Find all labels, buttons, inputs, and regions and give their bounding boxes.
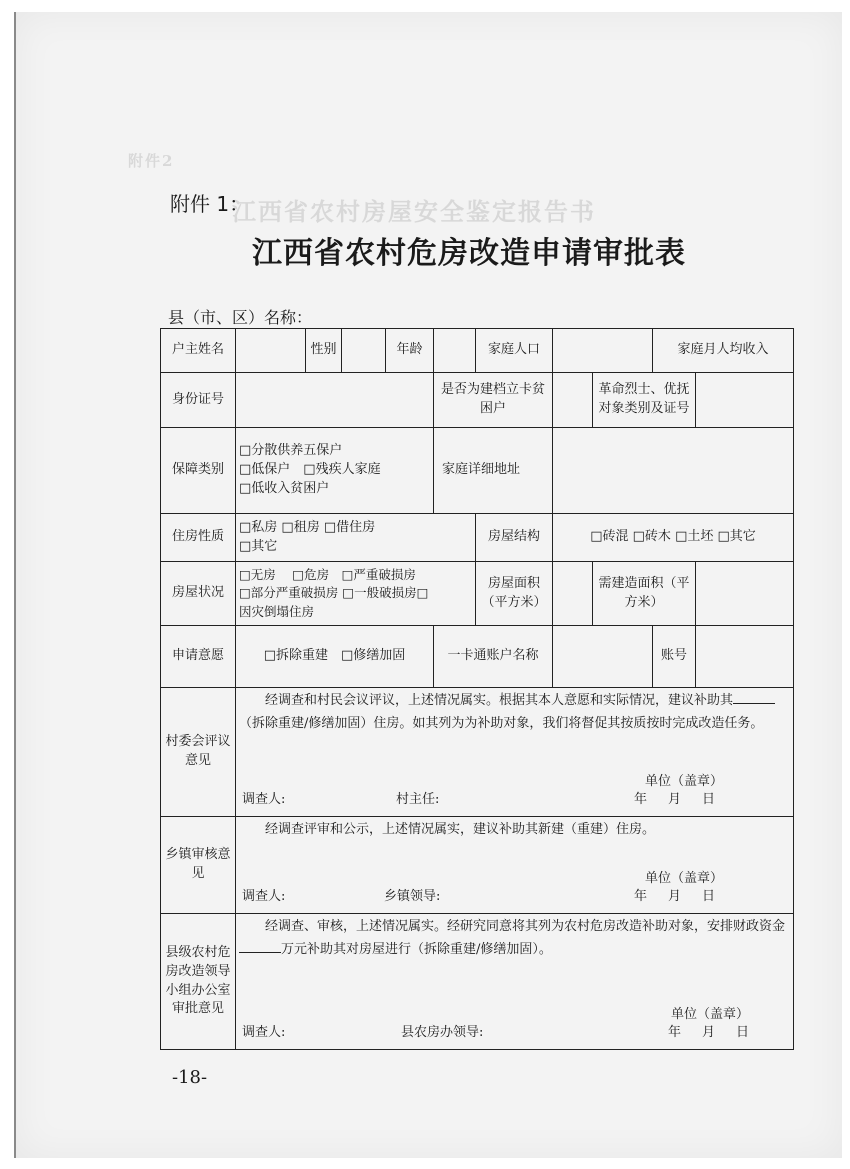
table-row <box>161 914 794 1050</box>
family-size-label: 家庭人口 <box>476 329 553 373</box>
account-number-label: 账号 <box>653 626 696 688</box>
option-line[interactable]: □私房 □租房 □借住房 <box>239 519 376 535</box>
account-name-label: 一卡通账户名称 <box>434 626 553 688</box>
county-stamp-label: 单位（盖章） <box>671 1007 750 1023</box>
option-line[interactable]: □无房 □危房 □严重破损房 <box>239 567 416 583</box>
table-row <box>161 329 794 373</box>
id-number-field[interactable] <box>236 373 434 428</box>
bleed-through-heading: 江西省农村房屋安全鉴定报告书 <box>232 197 596 226</box>
option-line[interactable]: 因灾倒塌住房 <box>239 603 315 619</box>
table-row <box>161 428 794 514</box>
security-category-label: 保障类别 <box>161 428 236 514</box>
house-structure-label: 房屋结构 <box>476 514 553 562</box>
housing-nature-label: 住房性质 <box>161 514 236 562</box>
page-number: -18- <box>172 1067 208 1088</box>
gender-field[interactable] <box>342 329 386 373</box>
village-opinion-label: 村委会评议意见 <box>161 688 236 817</box>
poverty-household-field[interactable] <box>553 373 593 428</box>
county-date-label: 年 月 日 <box>668 1025 754 1041</box>
county-approval-label: 县级农村危房改造领导小组办公室审批意见 <box>161 914 236 1050</box>
county-name-label: 县（市、区）名称： <box>168 308 313 327</box>
option-line[interactable]: □低保户 □残疾人家庭 <box>239 462 381 478</box>
application-intent-options[interactable]: □拆除重建 □修缮加固 <box>236 626 434 688</box>
option-line[interactable]: □分散供养五保户 <box>239 443 343 459</box>
table-row <box>161 562 794 626</box>
town-opinion-cell[interactable] <box>236 817 794 914</box>
option-line[interactable]: □部分严重破损房 □一般破损房□ <box>239 585 429 601</box>
village-director-label: 村主任: <box>396 792 440 808</box>
village-opinion-cell[interactable] <box>236 688 794 817</box>
owner-name-field[interactable] <box>236 329 306 373</box>
house-condition-label: 房屋状况 <box>161 562 236 626</box>
town-date-label: 年 月 日 <box>634 889 720 905</box>
village-stamp-label: 单位（盖章） <box>645 774 724 790</box>
age-field[interactable] <box>434 329 476 373</box>
table-row <box>161 514 794 562</box>
town-opinion-text: 经调查评审和公示，上述情况属实，建议补助其新建（重建）住房。 <box>265 822 656 837</box>
county-leader-label: 县农房办领导: <box>401 1025 484 1041</box>
housing-nature-options[interactable] <box>236 514 476 562</box>
application-form-table <box>160 328 794 1050</box>
town-stamp-label: 单位（盖章） <box>645 871 724 887</box>
county-approval-cell[interactable] <box>236 914 794 1050</box>
application-intent-label: 申请意愿 <box>161 626 236 688</box>
blank-line[interactable] <box>239 952 281 953</box>
build-area-field[interactable] <box>696 562 794 626</box>
monthly-income-label: 家庭月人均收入 <box>653 329 794 373</box>
table-row <box>161 817 794 914</box>
form-title: 江西省农村危房改造申请审批表 <box>252 236 686 271</box>
town-opinion-label: 乡镇审核意见 <box>161 817 236 914</box>
owner-name-label: 户主姓名 <box>161 329 236 373</box>
town-investigator-label: 调查人: <box>242 889 286 905</box>
county-approval-text: 经调查、审核，上述情况属实。经研究同意将其列为农村危房改造补助对象，安排财政资金万元补助其对房屋进行（拆除重建/修缮加固）。 <box>239 916 790 962</box>
table-row <box>161 626 794 688</box>
house-structure-options[interactable]: □砖混 □砖木 □土坯 □其它 <box>553 514 794 562</box>
account-name-field[interactable] <box>553 626 653 688</box>
bleed-through-attachment: 附件2 <box>128 152 175 170</box>
security-category-options[interactable] <box>236 428 434 514</box>
attachment-label: 附件 1： <box>170 192 250 216</box>
house-area-label: 房屋面积（平方米） <box>476 562 553 626</box>
martyr-category-field[interactable] <box>696 373 794 428</box>
poverty-household-label: 是否为建档立卡贫困户 <box>434 373 553 428</box>
table-row <box>161 688 794 817</box>
account-number-field[interactable] <box>696 626 794 688</box>
address-label: 家庭详细地址 <box>434 428 553 514</box>
martyr-category-label: 革命烈士、优抚对象类别及证号 <box>593 373 696 428</box>
age-label: 年龄 <box>386 329 434 373</box>
house-condition-options[interactable] <box>236 562 476 626</box>
house-area-field[interactable] <box>553 562 593 626</box>
option-line[interactable]: □低收入贫困户 <box>239 480 330 496</box>
county-investigator-label: 调查人: <box>242 1025 286 1041</box>
village-date-label: 年 月 日 <box>634 792 720 808</box>
gender-label: 性别 <box>306 329 342 373</box>
build-area-label: 需建造面积（平方米） <box>593 562 696 626</box>
id-number-label: 身份证号 <box>161 373 236 428</box>
family-size-field[interactable] <box>553 329 653 373</box>
village-investigator-label: 调查人: <box>242 792 286 808</box>
address-field[interactable] <box>553 428 794 514</box>
town-leader-label: 乡镇领导: <box>384 889 441 905</box>
table-row <box>161 373 794 428</box>
village-opinion-text: 经调查和村民会议评议，上述情况属实。根据其本人意愿和实际情况，建议补助其（拆除重建/修缮加固）住房。如其列为为补助对象，我们将督促其按质按时完成改造任务。 <box>239 690 790 736</box>
option-line[interactable]: □其它 <box>239 538 278 554</box>
blank-line[interactable] <box>733 703 775 704</box>
